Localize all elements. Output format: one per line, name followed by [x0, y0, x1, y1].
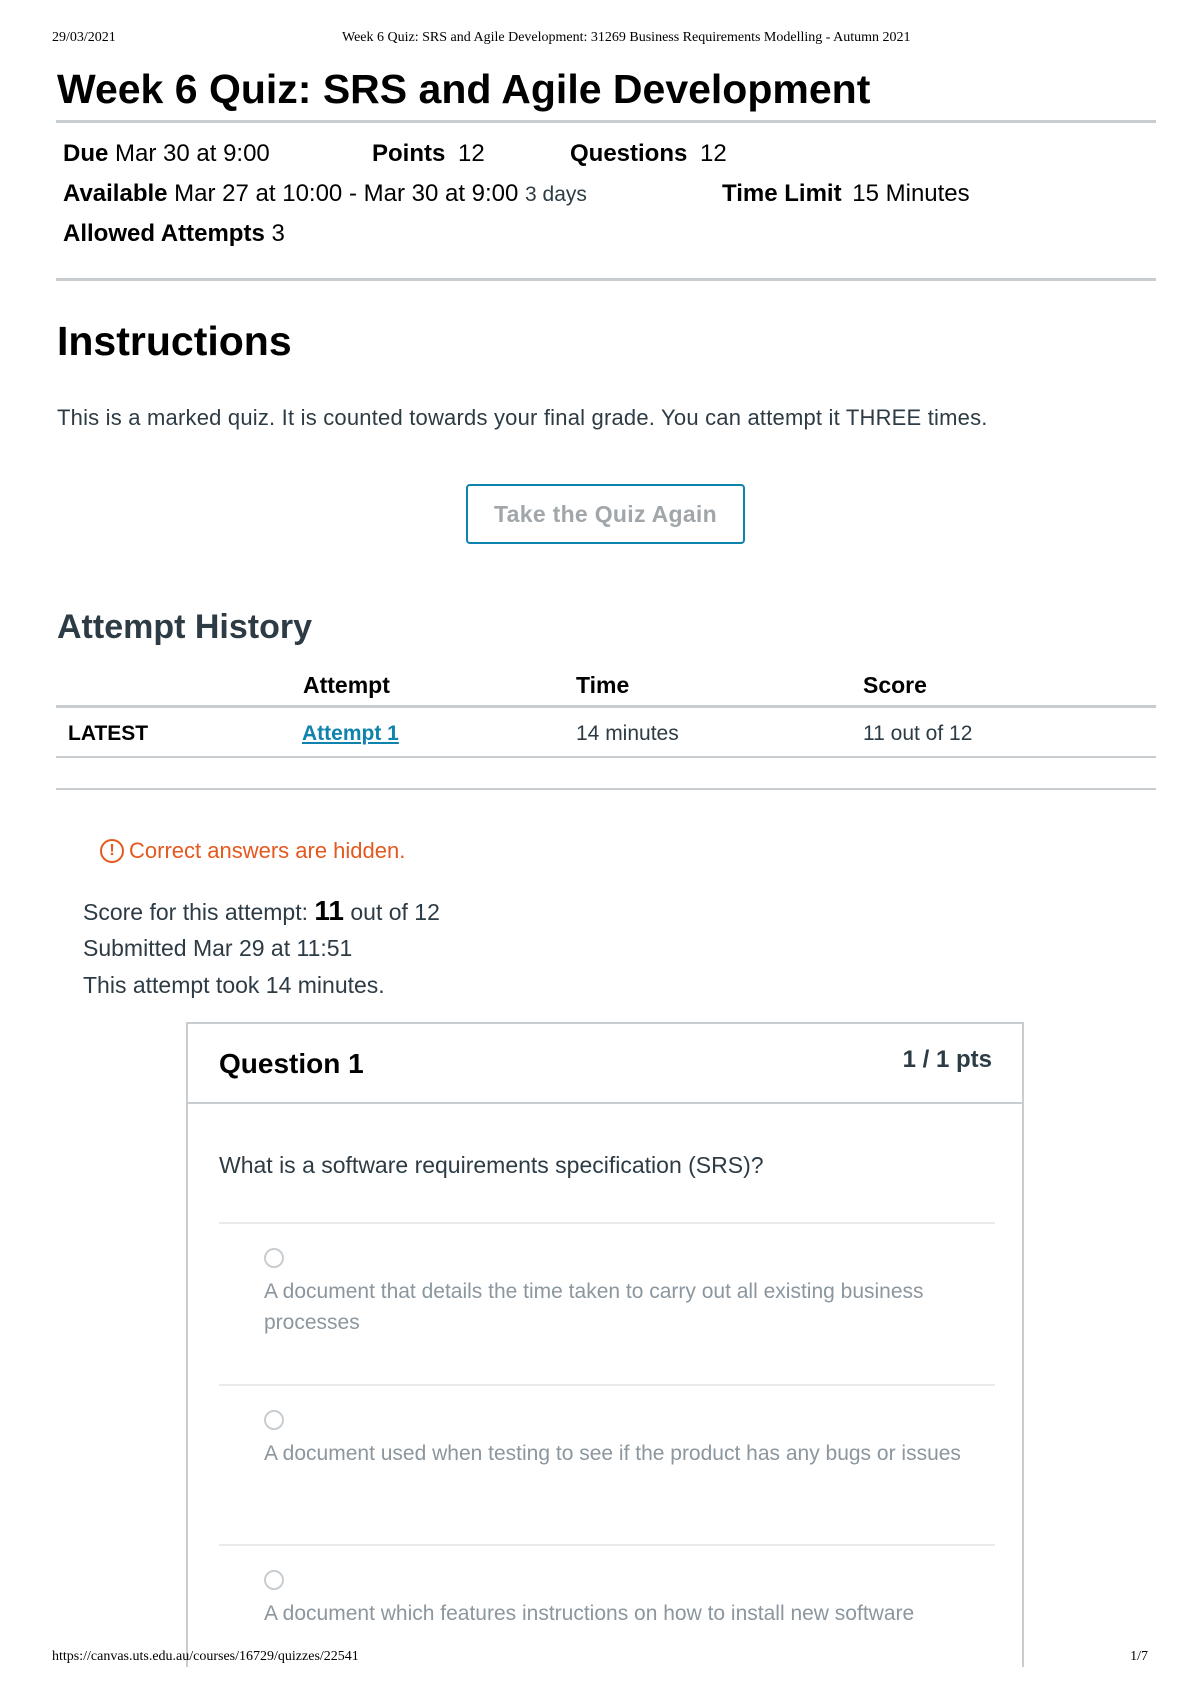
print-page-title: Week 6 Quiz: SRS and Agile Development: 31269 Business Requirements Modelling - Autumn 2021 — [342, 30, 911, 45]
divider — [56, 120, 1156, 123]
answer-option[interactable] — [219, 1222, 995, 1384]
answers-hidden-text: Correct answers are hidden. — [129, 838, 406, 863]
page-title: Week 6 Quiz: SRS and Agile Development — [57, 66, 871, 112]
quiz-meta-row-1 — [63, 140, 270, 168]
divider — [56, 278, 1156, 281]
answer-text: A document used when testing to see if the product has any bugs or issues — [264, 1442, 961, 1465]
question-title: Question 1 — [219, 1048, 364, 1079]
divider — [56, 788, 1156, 790]
question-card — [186, 1022, 1024, 1667]
available-value: Mar 27 at 10:00 - Mar 30 at 9:00 — [174, 180, 519, 207]
due-value: Mar 30 at 9:00 — [115, 140, 270, 167]
available-days: 3 days — [525, 183, 587, 206]
print-date: 29/03/2021 — [52, 30, 116, 45]
time-limit-meta — [722, 180, 970, 208]
question-text: What is a software requirements specification (SRS)? — [219, 1152, 764, 1178]
questions-label: Questions — [570, 140, 688, 167]
answer-option[interactable] — [219, 1384, 995, 1544]
table-header — [56, 668, 1156, 708]
available-label: Available — [63, 180, 168, 207]
column-header-attempt: Attempt — [303, 672, 390, 698]
score-value: 11 — [314, 895, 344, 926]
instructions-text: This is a marked quiz. It is counted towards your final grade. You can attempt it THREE times. — [57, 405, 988, 430]
answer-text: A document that details the time taken to carry out all existing business processes — [264, 1280, 924, 1334]
print-header — [52, 30, 1148, 50]
take-quiz-again-button[interactable]: Take the Quiz Again — [466, 484, 745, 544]
question-points: 1 / 1 pts — [902, 1046, 992, 1073]
time-limit-label: Time Limit — [722, 180, 842, 207]
questions-meta — [570, 140, 727, 168]
print-footer — [52, 1649, 1148, 1669]
attempt-score-line — [83, 895, 440, 927]
score-suffix: out of 12 — [350, 899, 440, 925]
allowed-attempts-label: Allowed Attempts — [63, 220, 265, 247]
available-meta — [63, 180, 587, 208]
points-value: 12 — [458, 140, 485, 167]
points-label: Points — [372, 140, 446, 167]
allowed-attempts-meta — [63, 220, 285, 248]
warning-icon: ! — [100, 839, 124, 863]
attempt-score: 11 out of 12 — [863, 722, 973, 745]
answer-text: A document which features instructions on how to install new software — [264, 1602, 915, 1625]
score-prefix: Score for this attempt: — [83, 899, 308, 925]
latest-tag: LATEST — [68, 722, 149, 745]
attempt-time: 14 minutes — [576, 722, 679, 745]
question-header — [188, 1024, 1022, 1104]
radio-icon[interactable] — [264, 1248, 284, 1268]
allowed-attempts-value: 3 — [271, 220, 285, 247]
time-limit-value: 15 Minutes — [852, 180, 970, 207]
points-meta — [372, 140, 485, 168]
attempt-duration: This attempt took 14 minutes. — [83, 972, 385, 998]
questions-value: 12 — [700, 140, 727, 167]
answers-hidden-notice — [100, 838, 405, 864]
due-label: Due — [63, 140, 109, 167]
column-header-score: Score — [863, 672, 927, 698]
table-row — [56, 708, 1156, 758]
instructions-heading: Instructions — [57, 318, 292, 364]
column-header-time: Time — [576, 672, 630, 698]
radio-icon[interactable] — [264, 1570, 284, 1590]
radio-icon[interactable] — [264, 1410, 284, 1430]
attempt-1-link[interactable]: Attempt 1 — [302, 722, 399, 745]
attempt-history-heading: Attempt History — [57, 608, 313, 646]
submitted-time: Submitted Mar 29 at 11:51 — [83, 935, 353, 961]
attempt-history-table — [56, 668, 1156, 758]
print-url: https://canvas.uts.edu.au/courses/16729/quizzes/22541 — [52, 1649, 359, 1664]
print-page-number: 1/7 — [1130, 1649, 1148, 1664]
